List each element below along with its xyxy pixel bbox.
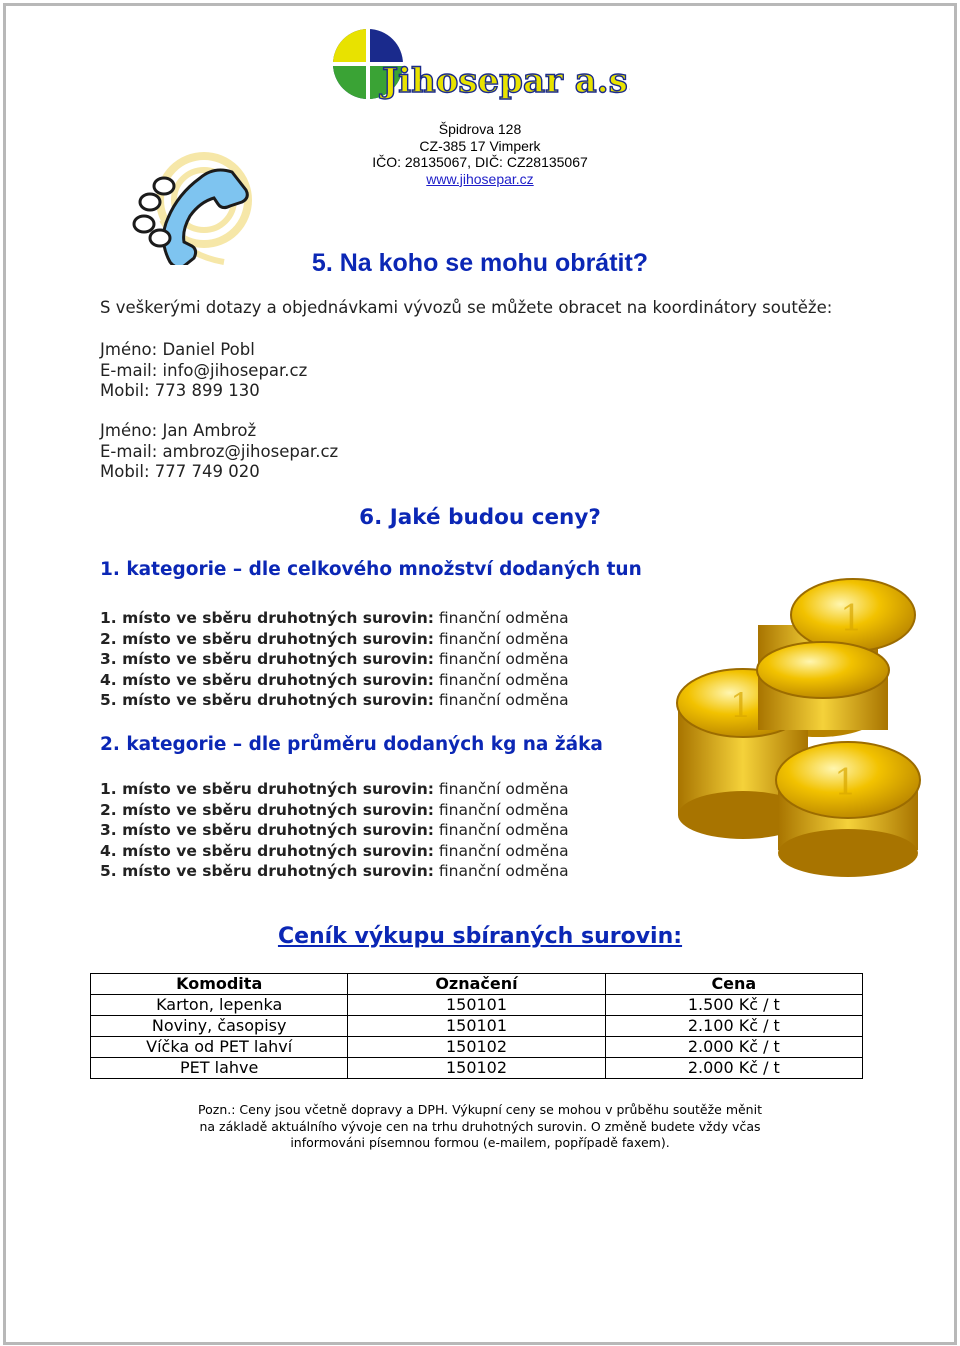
list-item: 4. místo ve sběru druhotných surovin: finanční odměna — [100, 670, 569, 689]
svg-text:1: 1 — [730, 686, 752, 726]
category-title: 2. kategorie – dle průměru dodaných kg na žáka — [100, 734, 603, 755]
list-item: 3. místo ve sběru druhotných surovin: finanční odměna — [100, 821, 569, 839]
column-header: Komodita — [91, 974, 348, 995]
list-item: 2. místo ve sběru druhotných surovin: finanční odměna — [100, 629, 569, 648]
note-line: na základě aktuálního vývoje cen na trhu druhotných surovin. O změně budete vždy včas — [199, 1118, 761, 1134]
contact-name: Jméno: Daniel Pobl — [100, 340, 255, 359]
website-link[interactable]: www.jihosepar.cz — [426, 170, 534, 187]
table-row — [91, 1037, 863, 1058]
contact-email: E-mail: ambroz@jihosepar.cz — [100, 441, 339, 461]
address-city: CZ-385 17 Vimperk — [419, 137, 541, 154]
table-header-row — [91, 974, 863, 995]
list-item: 2. místo ve sběru druhotných surovin: finanční odměna — [100, 800, 569, 819]
contact-card — [100, 421, 338, 483]
list-item: 3. místo ve sběru druhotných surovin: finanční odměna — [100, 650, 569, 668]
pricelist-note — [0, 1102, 960, 1152]
table-row — [91, 1058, 863, 1079]
note-line: informováni písemnou formou (e-mailem, popřípadě faxem). — [290, 1135, 670, 1150]
category-title: 1. kategorie – dle celkového množství dodaných tun — [100, 559, 642, 580]
contact-mobile: Mobil: 773 899 130 — [100, 381, 260, 400]
svg-text:1: 1 — [840, 599, 863, 640]
table-cell: PET lahve — [91, 1058, 348, 1079]
table-cell: Víčka od PET lahví — [91, 1037, 348, 1058]
company-logo — [330, 26, 630, 102]
note-line: Pozn.: Ceny jsou včetně dopravy a DPH. Výkupní ceny se mohou v průběhu soutěže měnit — [198, 1102, 762, 1117]
column-header: Označení — [348, 974, 605, 995]
list-item: 5. místo ve sběru druhotných surovin: finanční odměna — [100, 691, 569, 709]
contact-email: E-mail: info@jihosepar.cz — [100, 360, 308, 380]
table-cell: 2.100 Kč / t — [605, 1016, 862, 1037]
table-row — [91, 1016, 863, 1037]
pricelist-title: Ceník výkupu sbíraných surovin: — [277, 924, 683, 949]
svg-text:Jihosepar a.s.: Jihosepar a.s. — [382, 61, 630, 101]
contact-name: Jméno: Jan Ambrož — [100, 421, 257, 440]
list-item: 4. místo ve sběru druhotných surovin: finanční odměna — [100, 841, 569, 860]
phone-icon — [122, 150, 272, 265]
list-item: 5. místo ve sběru druhotných surovin: finanční odměna — [100, 862, 569, 880]
category-places — [100, 608, 569, 711]
table-cell: Karton, lepenka — [91, 995, 348, 1016]
section6-title: 6. Jaké budou ceny? — [359, 505, 601, 530]
address-street: Špidrova 128 — [438, 121, 522, 137]
table-row — [91, 995, 863, 1016]
list-item: 1. místo ve sběru druhotných surovin: finanční odměna — [100, 780, 569, 798]
table-cell: 2.000 Kč / t — [605, 1037, 862, 1058]
table-cell: 2.000 Kč / t — [605, 1058, 862, 1079]
column-header: Cena — [605, 974, 862, 995]
table-cell: 150101 — [348, 1016, 605, 1037]
coins-illustration — [668, 575, 928, 885]
table-cell: 1.500 Kč / t — [605, 995, 862, 1016]
table-cell: 150101 — [348, 995, 605, 1016]
pricelist-table — [90, 973, 863, 1079]
contact-mobile: Mobil: 777 749 020 — [100, 462, 260, 481]
list-item: 1. místo ve sběru druhotných surovin: finanční odměna — [100, 609, 569, 627]
table-cell: Noviny, časopisy — [91, 1016, 348, 1037]
address-ids: IČO: 28135067, DIČ: CZ28135067 — [372, 154, 588, 170]
table-cell: 150102 — [348, 1058, 605, 1079]
table-cell: 150102 — [348, 1037, 605, 1058]
section5-intro: S veškerými dotazy a objednávkami vývozů se můžete obracet na koordinátory soutěže: — [100, 298, 833, 317]
section5-title: 5. Na koho se mohu obrátit? — [311, 249, 649, 277]
category-places — [100, 779, 569, 882]
svg-text:1: 1 — [834, 763, 857, 804]
contact-card — [100, 340, 307, 402]
